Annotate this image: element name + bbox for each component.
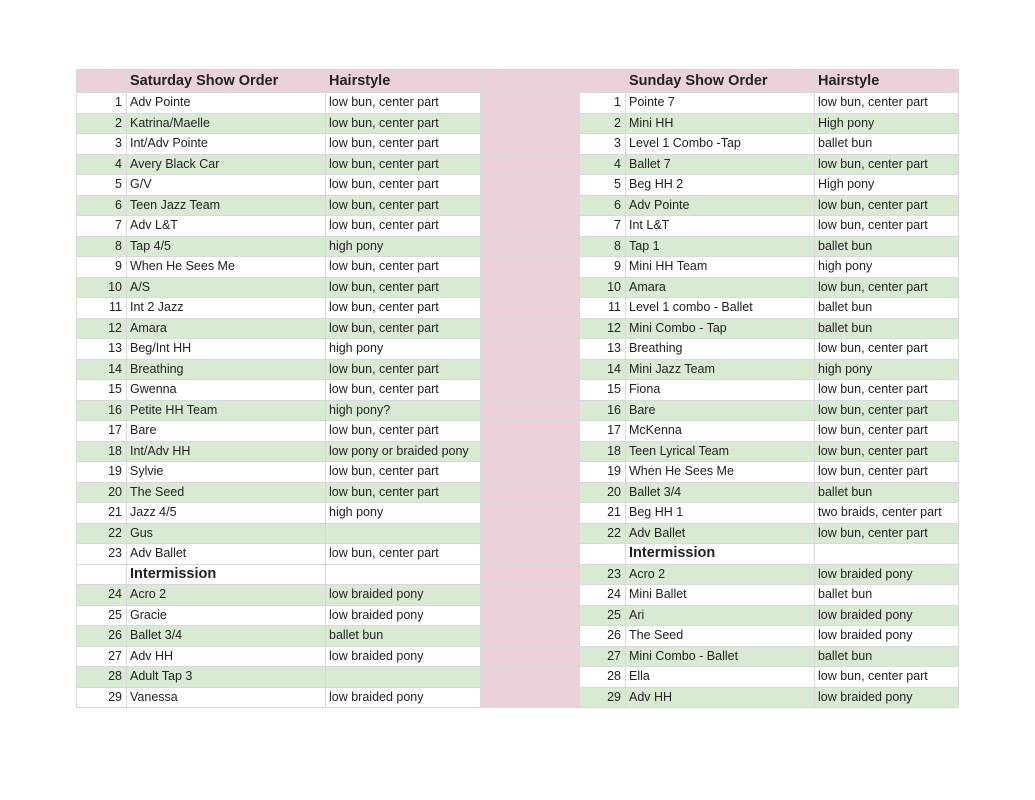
saturday-hairstyle-cell[interactable]: high pony? bbox=[326, 400, 481, 421]
sunday-hairstyle-cell[interactable]: ballet bun bbox=[815, 482, 959, 503]
saturday-order-header[interactable]: Saturday Show Order bbox=[127, 70, 326, 93]
separator-column[interactable] bbox=[481, 195, 580, 216]
saturday-routine-cell[interactable]: The Seed bbox=[127, 482, 326, 503]
sunday-number-cell[interactable] bbox=[580, 544, 626, 565]
separator-column[interactable] bbox=[481, 257, 580, 278]
sunday-routine-cell[interactable]: Level 1 Combo -Tap bbox=[626, 134, 815, 155]
sunday-number-cell[interactable]: 15 bbox=[580, 380, 626, 401]
table-row bbox=[77, 626, 959, 647]
table-row bbox=[77, 687, 959, 708]
sunday-routine-cell[interactable]: Adv HH bbox=[626, 687, 815, 708]
saturday-routine-cell[interactable]: Amara bbox=[127, 318, 326, 339]
separator-column[interactable] bbox=[481, 564, 580, 585]
separator-column[interactable] bbox=[481, 134, 580, 155]
table-row bbox=[77, 154, 959, 175]
separator-column[interactable] bbox=[481, 441, 580, 462]
saturday-routine-cell[interactable]: Petite HH Team bbox=[127, 400, 326, 421]
saturday-number-cell[interactable]: 17 bbox=[77, 421, 127, 442]
separator-column[interactable] bbox=[481, 318, 580, 339]
saturday-number-cell[interactable]: 4 bbox=[77, 154, 127, 175]
saturday-routine-cell[interactable]: Bare bbox=[127, 421, 326, 442]
sunday-number-cell[interactable]: 23 bbox=[580, 564, 626, 585]
sunday-routine-cell[interactable]: McKenna bbox=[626, 421, 815, 442]
header-row bbox=[77, 70, 959, 93]
sunday-hairstyle-cell[interactable]: low bun, center part bbox=[815, 339, 959, 360]
sunday-hairstyle-cell[interactable]: two braids, center part bbox=[815, 503, 959, 524]
sunday-routine-cell[interactable]: Mini Combo - Ballet bbox=[626, 646, 815, 667]
sunday-number-cell[interactable]: 18 bbox=[580, 441, 626, 462]
sunday-routine-cell[interactable]: Mini HH bbox=[626, 113, 815, 134]
saturday-number-cell[interactable]: 6 bbox=[77, 195, 127, 216]
saturday-routine-cell[interactable]: Int 2 Jazz bbox=[127, 298, 326, 319]
saturday-routine-cell[interactable]: Vanessa bbox=[127, 687, 326, 708]
table-row bbox=[77, 195, 959, 216]
sunday-number-cell[interactable]: 3 bbox=[580, 134, 626, 155]
saturday-hairstyle-cell[interactable]: low braided pony bbox=[326, 646, 481, 667]
sunday-number-cell[interactable]: 28 bbox=[580, 667, 626, 688]
saturday-routine-cell[interactable]: Adult Tap 3 bbox=[127, 667, 326, 688]
sunday-routine-cell[interactable]: Ballet 7 bbox=[626, 154, 815, 175]
saturday-hairstyle-cell[interactable]: low bun, center part bbox=[326, 482, 481, 503]
table-row bbox=[77, 421, 959, 442]
sunday-hairstyle-cell[interactable]: low bun, center part bbox=[815, 195, 959, 216]
separator-column[interactable] bbox=[481, 523, 580, 544]
separator-column[interactable] bbox=[481, 421, 580, 442]
saturday-number-cell[interactable]: 2 bbox=[77, 113, 127, 134]
separator-column[interactable] bbox=[481, 544, 580, 565]
saturday-number-cell[interactable]: 24 bbox=[77, 585, 127, 606]
sunday-hairstyle-cell[interactable]: high pony bbox=[815, 359, 959, 380]
separator-column[interactable] bbox=[481, 93, 580, 114]
saturday-routine-cell[interactable]: Adv Pointe bbox=[127, 93, 326, 114]
saturday-hairstyle-cell[interactable]: low bun, center part bbox=[326, 154, 481, 175]
saturday-hairstyle-cell[interactable]: low bun, center part bbox=[326, 380, 481, 401]
sunday-hairstyle-cell[interactable]: low braided pony bbox=[815, 605, 959, 626]
separator-column[interactable] bbox=[481, 113, 580, 134]
sunday-hairstyle-cell[interactable]: ballet bun bbox=[815, 318, 959, 339]
sunday-hairstyle-cell[interactable]: ballet bun bbox=[815, 585, 959, 606]
separator-column[interactable] bbox=[481, 175, 580, 196]
saturday-hairstyle-cell[interactable]: high pony bbox=[326, 236, 481, 257]
sunday-routine-cell[interactable]: Bare bbox=[626, 400, 815, 421]
saturday-routine-cell[interactable]: Katrina/Maelle bbox=[127, 113, 326, 134]
sunday-routine-cell[interactable]: Amara bbox=[626, 277, 815, 298]
sunday-routine-cell[interactable]: Int L&T bbox=[626, 216, 815, 237]
sunday-routine-cell[interactable]: Mini HH Team bbox=[626, 257, 815, 278]
saturday-number-cell[interactable]: 13 bbox=[77, 339, 127, 360]
sunday-hairstyle-cell[interactable]: low bun, center part bbox=[815, 93, 959, 114]
saturday-number-cell[interactable]: 23 bbox=[77, 544, 127, 565]
sunday-number-cell[interactable]: 13 bbox=[580, 339, 626, 360]
saturday-routine-cell[interactable]: When He Sees Me bbox=[127, 257, 326, 278]
table-row bbox=[77, 359, 959, 380]
separator-column[interactable] bbox=[481, 585, 580, 606]
table-row bbox=[77, 380, 959, 401]
saturday-number-cell[interactable]: 11 bbox=[77, 298, 127, 319]
sunday-routine-cell[interactable]: Mini Ballet bbox=[626, 585, 815, 606]
saturday-routine-cell[interactable]: Teen Jazz Team bbox=[127, 195, 326, 216]
saturday-hairstyle-cell[interactable]: low bun, center part bbox=[326, 421, 481, 442]
saturday-routine-cell[interactable]: Gus bbox=[127, 523, 326, 544]
separator-column[interactable] bbox=[481, 380, 580, 401]
sunday-hairstyle-cell[interactable]: low bun, center part bbox=[815, 421, 959, 442]
saturday-number-cell[interactable]: 8 bbox=[77, 236, 127, 257]
saturday-hairstyle-cell[interactable]: low bun, center part bbox=[326, 93, 481, 114]
sunday-hairstyle-cell[interactable]: low bun, center part bbox=[815, 380, 959, 401]
saturday-routine-cell[interactable]: Adv HH bbox=[127, 646, 326, 667]
saturday-number-cell[interactable]: 27 bbox=[77, 646, 127, 667]
table-row bbox=[77, 400, 959, 421]
saturday-number-cell[interactable]: 25 bbox=[77, 605, 127, 626]
sunday-routine-cell[interactable]: Mini Jazz Team bbox=[626, 359, 815, 380]
separator-column[interactable] bbox=[481, 400, 580, 421]
saturday-number-cell[interactable]: 10 bbox=[77, 277, 127, 298]
table-row bbox=[77, 318, 959, 339]
table-row bbox=[77, 216, 959, 237]
saturday-number-cell[interactable]: 3 bbox=[77, 134, 127, 155]
sunday-number-cell[interactable]: 20 bbox=[580, 482, 626, 503]
sunday-routine-cell[interactable]: Adv Ballet bbox=[626, 523, 815, 544]
sunday-number-cell[interactable]: 21 bbox=[580, 503, 626, 524]
sunday-hairstyle-cell[interactable]: low bun, center part bbox=[815, 523, 959, 544]
sunday-number-cell[interactable]: 26 bbox=[580, 626, 626, 647]
saturday-number-cell[interactable]: 29 bbox=[77, 687, 127, 708]
saturday-hairstyle-cell[interactable] bbox=[326, 523, 481, 544]
separator-column[interactable] bbox=[481, 277, 580, 298]
sunday-routine-cell[interactable]: Ari bbox=[626, 605, 815, 626]
table-row bbox=[77, 564, 959, 585]
table-row bbox=[77, 277, 959, 298]
sunday-hairstyle-cell[interactable]: low bun, center part bbox=[815, 400, 959, 421]
sunday-number-cell[interactable]: 8 bbox=[580, 236, 626, 257]
sunday-hairstyle-cell[interactable]: low bun, center part bbox=[815, 441, 959, 462]
sunday-hairstyle-cell[interactable]: low bun, center part bbox=[815, 277, 959, 298]
sunday-routine-cell[interactable]: Level 1 combo - Ballet bbox=[626, 298, 815, 319]
sunday-hairstyle-cell[interactable]: ballet bun bbox=[815, 298, 959, 319]
saturday-routine-cell[interactable]: Int/Adv HH bbox=[127, 441, 326, 462]
separator-column[interactable] bbox=[481, 503, 580, 524]
sunday-routine-cell[interactable]: Adv Pointe bbox=[626, 195, 815, 216]
sunday-hairstyle-cell[interactable]: low bun, center part bbox=[815, 216, 959, 237]
saturday-routine-cell[interactable]: Sylvie bbox=[127, 462, 326, 483]
sunday-number-cell[interactable]: 4 bbox=[580, 154, 626, 175]
sunday-hairstyle-cell[interactable]: low braided pony bbox=[815, 626, 959, 647]
sunday-hairstyle-cell[interactable] bbox=[815, 544, 959, 565]
sunday-routine-cell[interactable]: Acro 2 bbox=[626, 564, 815, 585]
sunday-routine-cell[interactable]: Teen Lyrical Team bbox=[626, 441, 815, 462]
sunday-number-cell[interactable]: 24 bbox=[580, 585, 626, 606]
separator-column[interactable] bbox=[481, 687, 580, 708]
separator-column[interactable] bbox=[481, 462, 580, 483]
table-row bbox=[77, 523, 959, 544]
saturday-number-cell[interactable]: 5 bbox=[77, 175, 127, 196]
sunday-routine-cell[interactable]: Beg HH 1 bbox=[626, 503, 815, 524]
saturday-routine-cell[interactable]: Ballet 3/4 bbox=[127, 626, 326, 647]
sunday-hairstyle-cell[interactable]: ballet bun bbox=[815, 236, 959, 257]
saturday-routine-cell[interactable]: Jazz 4/5 bbox=[127, 503, 326, 524]
sunday-routine-cell[interactable]: When He Sees Me bbox=[626, 462, 815, 483]
saturday-routine-cell[interactable]: Gwenna bbox=[127, 380, 326, 401]
table-row bbox=[77, 667, 959, 688]
saturday-routine-cell[interactable]: Avery Black Car bbox=[127, 154, 326, 175]
sunday-number-cell[interactable]: 29 bbox=[580, 687, 626, 708]
table-row bbox=[77, 236, 959, 257]
sunday-routine-cell[interactable]: Mini Combo - Tap bbox=[626, 318, 815, 339]
saturday-routine-cell[interactable]: Beg/Int HH bbox=[127, 339, 326, 360]
table-row bbox=[77, 585, 959, 606]
sunday-number-cell[interactable]: 7 bbox=[580, 216, 626, 237]
saturday-hairstyle-cell[interactable]: high pony bbox=[326, 339, 481, 360]
saturday-hairstyle-cell[interactable]: low bun, center part bbox=[326, 544, 481, 565]
saturday-hairstyle-cell[interactable]: low braided pony bbox=[326, 585, 481, 606]
sunday-hairstyle-cell[interactable]: High pony bbox=[815, 113, 959, 134]
sunday-number-cell[interactable]: 1 bbox=[580, 93, 626, 114]
saturday-number-cell[interactable]: 12 bbox=[77, 318, 127, 339]
separator-column[interactable] bbox=[481, 339, 580, 360]
separator-column[interactable] bbox=[481, 216, 580, 237]
sunday-routine-cell[interactable]: Ballet 3/4 bbox=[626, 482, 815, 503]
sunday-number-cell[interactable]: 27 bbox=[580, 646, 626, 667]
saturday-number-cell[interactable]: 26 bbox=[77, 626, 127, 647]
sunday-hairstyle-cell[interactable]: high pony bbox=[815, 257, 959, 278]
sunday-routine-cell[interactable]: Intermission bbox=[626, 544, 815, 565]
saturday-number-cell[interactable]: 1 bbox=[77, 93, 127, 114]
table-row bbox=[77, 134, 959, 155]
saturday-hairstyle-cell[interactable]: low bun, center part bbox=[326, 175, 481, 196]
saturday-number-cell[interactable]: 16 bbox=[77, 400, 127, 421]
sunday-hairstyle-cell[interactable]: low braided pony bbox=[815, 687, 959, 708]
saturday-number-cell[interactable]: 20 bbox=[77, 482, 127, 503]
saturday-number-cell[interactable] bbox=[77, 564, 127, 585]
saturday-routine-cell[interactable]: Int/Adv Pointe bbox=[127, 134, 326, 155]
separator-column[interactable] bbox=[481, 154, 580, 175]
sunday-routine-cell[interactable]: Fiona bbox=[626, 380, 815, 401]
sunday-number-cell[interactable]: 2 bbox=[580, 113, 626, 134]
saturday-routine-cell[interactable]: Gracie bbox=[127, 605, 326, 626]
saturday-hairstyle-cell[interactable]: low bun, center part bbox=[326, 216, 481, 237]
saturday-number-cell[interactable]: 19 bbox=[77, 462, 127, 483]
saturday-number-cell[interactable]: 7 bbox=[77, 216, 127, 237]
sunday-number-cell[interactable]: 25 bbox=[580, 605, 626, 626]
saturday-hairstyle-cell[interactable]: low bun, center part bbox=[326, 113, 481, 134]
sunday-number-cell[interactable]: 16 bbox=[580, 400, 626, 421]
saturday-hairstyle-cell[interactable]: low bun, center part bbox=[326, 298, 481, 319]
separator-column[interactable] bbox=[481, 482, 580, 503]
table-row bbox=[77, 175, 959, 196]
separator-column[interactable] bbox=[481, 298, 580, 319]
sunday-number-cell[interactable]: 19 bbox=[580, 462, 626, 483]
table-row bbox=[77, 339, 959, 360]
saturday-number-cell[interactable]: 15 bbox=[77, 380, 127, 401]
saturday-routine-cell[interactable]: Breathing bbox=[127, 359, 326, 380]
saturday-hairstyle-cell[interactable]: low bun, center part bbox=[326, 134, 481, 155]
saturday-hairstyle-cell[interactable] bbox=[326, 564, 481, 585]
separator-column[interactable] bbox=[481, 605, 580, 626]
saturday-number-cell[interactable]: 14 bbox=[77, 359, 127, 380]
separator-column[interactable] bbox=[481, 646, 580, 667]
saturday-number-cell[interactable]: 18 bbox=[77, 441, 127, 462]
saturday-routine-cell[interactable]: G/V bbox=[127, 175, 326, 196]
separator-column[interactable] bbox=[481, 70, 580, 93]
saturday-hairstyle-cell[interactable]: low bun, center part bbox=[326, 318, 481, 339]
saturday-hairstyle-cell[interactable]: low braided pony bbox=[326, 687, 481, 708]
sunday-number-cell[interactable]: 11 bbox=[580, 298, 626, 319]
saturday-hairstyle-cell[interactable]: low braided pony bbox=[326, 605, 481, 626]
saturday-routine-cell[interactable]: Adv Ballet bbox=[127, 544, 326, 565]
saturday-hairstyle-cell[interactable]: low bun, center part bbox=[326, 277, 481, 298]
saturday-hairstyle-cell[interactable]: low bun, center part bbox=[326, 359, 481, 380]
sunday-number-cell[interactable]: 9 bbox=[580, 257, 626, 278]
sunday-hairstyle-cell[interactable]: low braided pony bbox=[815, 564, 959, 585]
table-row bbox=[77, 298, 959, 319]
table-row bbox=[77, 462, 959, 483]
saturday-hairstyle-cell[interactable]: low bun, center part bbox=[326, 257, 481, 278]
saturday-routine-cell[interactable]: Adv L&T bbox=[127, 216, 326, 237]
sunday-hairstyle-header[interactable]: Hairstyle bbox=[815, 70, 959, 93]
sunday-order-header[interactable]: Sunday Show Order bbox=[626, 70, 815, 93]
separator-column[interactable] bbox=[481, 359, 580, 380]
sunday-number-cell[interactable]: 6 bbox=[580, 195, 626, 216]
saturday-number-cell[interactable]: 22 bbox=[77, 523, 127, 544]
saturday-number-cell[interactable]: 28 bbox=[77, 667, 127, 688]
sunday-number-cell[interactable]: 12 bbox=[580, 318, 626, 339]
sunday-hairstyle-cell[interactable]: low bun, center part bbox=[815, 462, 959, 483]
sunday-hairstyle-cell[interactable]: ballet bun bbox=[815, 134, 959, 155]
sunday-routine-cell[interactable]: Beg HH 2 bbox=[626, 175, 815, 196]
table-row bbox=[77, 503, 959, 524]
table-row bbox=[77, 482, 959, 503]
table-row bbox=[77, 646, 959, 667]
table-row bbox=[77, 257, 959, 278]
show-order-sheet bbox=[76, 69, 959, 708]
sunday-hairstyle-cell[interactable]: low bun, center part bbox=[815, 667, 959, 688]
sunday-number-cell[interactable]: 5 bbox=[580, 175, 626, 196]
sunday-number-cell[interactable]: 17 bbox=[580, 421, 626, 442]
sunday-routine-cell[interactable]: The Seed bbox=[626, 626, 815, 647]
table-row bbox=[77, 544, 959, 565]
separator-column[interactable] bbox=[481, 667, 580, 688]
sunday-routine-cell[interactable]: Ella bbox=[626, 667, 815, 688]
separator-column[interactable] bbox=[481, 626, 580, 647]
header-num-cell[interactable] bbox=[77, 70, 127, 93]
saturday-hairstyle-cell[interactable]: low bun, center part bbox=[326, 462, 481, 483]
saturday-routine-cell[interactable]: Tap 4/5 bbox=[127, 236, 326, 257]
saturday-routine-cell[interactable]: A/S bbox=[127, 277, 326, 298]
sunday-hairstyle-cell[interactable]: High pony bbox=[815, 175, 959, 196]
sunday-number-cell[interactable]: 22 bbox=[580, 523, 626, 544]
saturday-hairstyle-cell[interactable]: ballet bun bbox=[326, 626, 481, 647]
sunday-routine-cell[interactable]: Tap 1 bbox=[626, 236, 815, 257]
table-row bbox=[77, 441, 959, 462]
saturday-routine-cell[interactable]: Intermission bbox=[127, 564, 326, 585]
saturday-hairstyle-header[interactable]: Hairstyle bbox=[326, 70, 481, 93]
sunday-hairstyle-cell[interactable]: low bun, center part bbox=[815, 154, 959, 175]
table-row bbox=[77, 93, 959, 114]
sunday-number-cell[interactable]: 14 bbox=[580, 359, 626, 380]
header-num-cell[interactable] bbox=[580, 70, 626, 93]
saturday-routine-cell[interactable]: Acro 2 bbox=[127, 585, 326, 606]
saturday-hairstyle-cell[interactable] bbox=[326, 667, 481, 688]
saturday-number-cell[interactable]: 9 bbox=[77, 257, 127, 278]
sunday-routine-cell[interactable]: Pointe 7 bbox=[626, 93, 815, 114]
show-order-table bbox=[76, 69, 959, 708]
sunday-number-cell[interactable]: 10 bbox=[580, 277, 626, 298]
table-row bbox=[77, 113, 959, 134]
sunday-routine-cell[interactable]: Breathing bbox=[626, 339, 815, 360]
saturday-hairstyle-cell[interactable]: high pony bbox=[326, 503, 481, 524]
sunday-hairstyle-cell[interactable]: ballet bun bbox=[815, 646, 959, 667]
table-row bbox=[77, 605, 959, 626]
saturday-hairstyle-cell[interactable]: low bun, center part bbox=[326, 195, 481, 216]
saturday-hairstyle-cell[interactable]: low pony or braided pony bbox=[326, 441, 481, 462]
separator-column[interactable] bbox=[481, 236, 580, 257]
saturday-number-cell[interactable]: 21 bbox=[77, 503, 127, 524]
